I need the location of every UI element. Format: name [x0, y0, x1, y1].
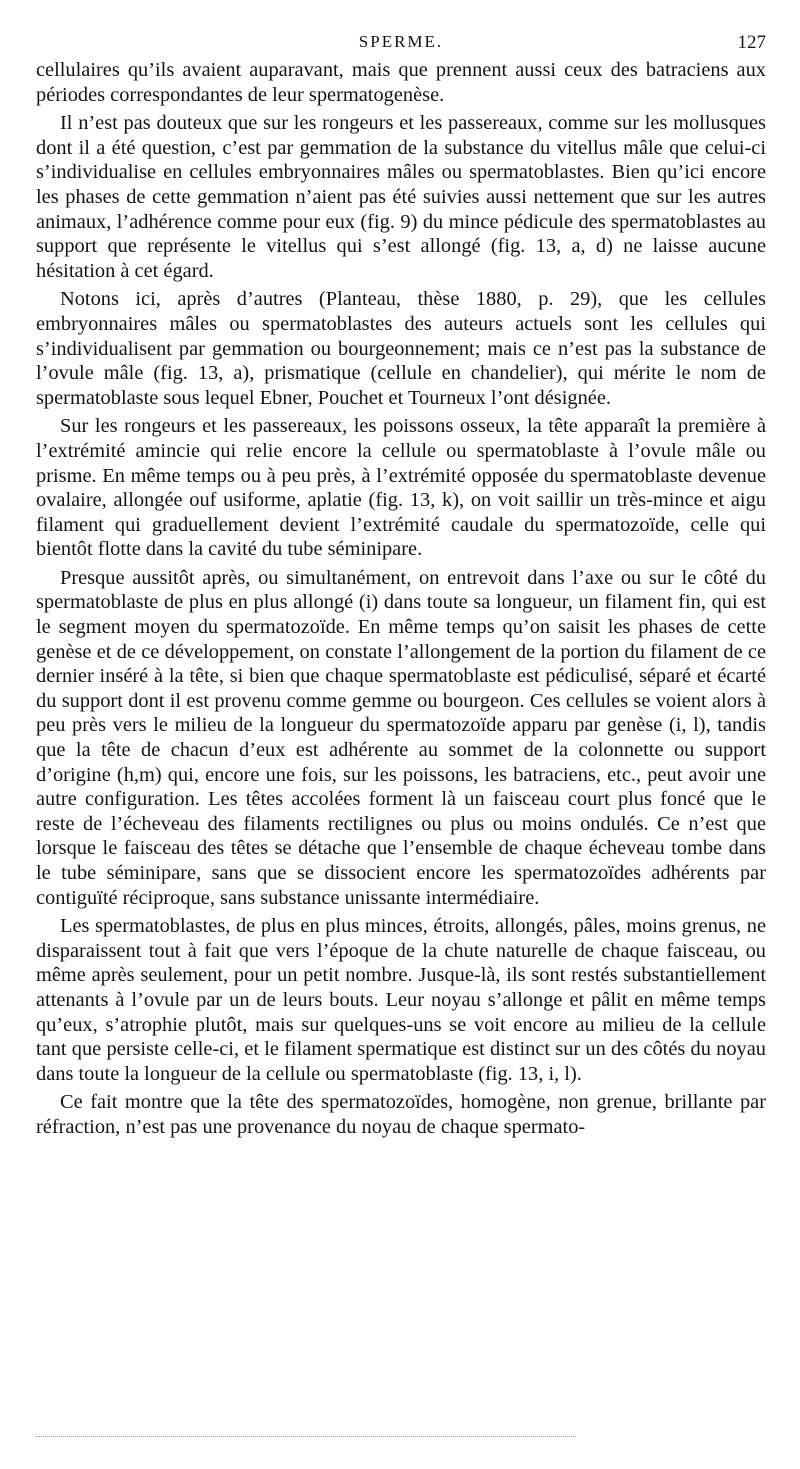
running-title: SPERME.	[358, 32, 444, 51]
paragraph-2: Il n’est pas douteux que sur les rongeurs et les passereaux, comme sur les mollusques dont il a été question, c’est par gemmation de la substance du vitellus mâle que celui-ci s’individualise en cellules embryonnaires mâles ou spermatoblastes. Bien qu’ici encore les phases de cette gemmation n’aient pas été suivies aussi nettement que sur les autres animaux, l’adhérence comme pour eux (fig. 9) du mince pédicule des spermatoblastes au support que représente le vitellus qui s’est allongé (fig. 13, a, d) ne laisse aucune hésitation à cet égard.	[36, 112, 766, 282]
paragraph-4: Sur les rongeurs et les passereaux, les poissons osseux, la tête apparaît la première à l’extrémité amincie qui relie encore la cellule ou spermatoblaste à l’ovule mâle ou prisme. En même temps ou à peu près, à l’extrémité opposée du spermatoblaste devenue ovalaire, allongée ouf usiforme, aplatie (fig. 13, k), on voit saillir un très-mince et aigu filament qui graduellement devient l’extrémité caudale du spermatozoïde, celle qui bientôt flotte dans la cavité du tube séminipare.	[36, 415, 766, 561]
paragraph-1: cellulaires qu’ils avaient auparavant, mais que prennent aussi ceux des batraciens aux périodes correspondantes de leur spermatogenèse.	[36, 59, 766, 106]
paragraph-6: Les spermatoblastes, de plus en plus minces, étroits, allongés, pâles, moins grenus, ne disparaissent tout à fait que vers l’époque de la chute naturelle de chaque faisceau, ou même après seulement, pour un petit nombre. Jusque-là, ils sont restés substantiellement attenants à l’ovule par un de leurs bouts. Leur noyau s’allonge et pâlit en même temps qu’eux, s’atrophie plutôt, mais sur quelques-uns se voit encore au milieu de la cellule tant que persiste celle-ci, et le filament spermatique est distinct sur un des côtés du noyau dans toute la longueur de la cellule ou spermatoblaste (fig. 13, i, l).	[36, 915, 766, 1085]
body-text	[36, 58, 766, 1140]
paragraph-3: Notons ici, après d’autres (Planteau, thèse 1880, p. 29), que les cellules embryonnaires mâles ou spermatoblastes des auteurs actuels sont les cellules qui s’individualisent par gemmation ou bourgeonnement; mais ce n’est pas la substance de l’ovule mâle (fig. 13, a), prismatique (cellule en chandelier), qui mérite le nom de spermatoblaste sous lequel Ebner, Pouchet et Tourneux l’ont désignée.	[36, 288, 766, 409]
paragraph-7: Ce fait montre que la tête des spermatozoïdes, homogène, non grenue, brillante par réfraction, n’est pas une provenance du noyau de chaque spermato-	[36, 1091, 766, 1138]
page-number: 127	[737, 32, 766, 53]
footer-rule	[36, 1436, 576, 1437]
page-header	[36, 26, 766, 58]
book-page	[36, 26, 766, 1144]
paragraph-5: Presque aussitôt après, ou simultanément, on entrevoit dans l’axe ou sur le côté du spermatoblaste de plus en plus allongé (i) dans toute sa longueur, un filament fin, qui est le segment moyen du spermatozoïde. En même temps qu’on saisit les phases de cette genèse et de ce développement, on constate l’allongement de la portion du filament de ce dernier inséré à la tête, si bien que chaque spermatoblaste est pédiculisé, séparé et écarté du support dont il est provenu comme gemme ou bourgeon. Ces cellules se voient alors à peu près vers le milieu de la longueur du spermatozoïde apparu par genèse (i, l), tandis que la tête de chacun d’eux est adhérente au sommet de la colonnette ou support d’origine (h,m) qui, encore une fois, sur les poissons, les batraciens, etc., peut avoir une autre configuration. Les têtes accolées forment là un faisceau court plus foncé que le reste de l’écheveau des filaments rectilignes ou plus ou moins ondulés. Ce n’est que lorsque le faisceau des têtes se détache que l’ensemble de chaque écheveau tombe dans le tube séminipare, sans que se dissocient encore les spermatozoïdes adhérents par contiguïté réciproque, sans substance unissante intermédiaire.	[36, 566, 766, 909]
